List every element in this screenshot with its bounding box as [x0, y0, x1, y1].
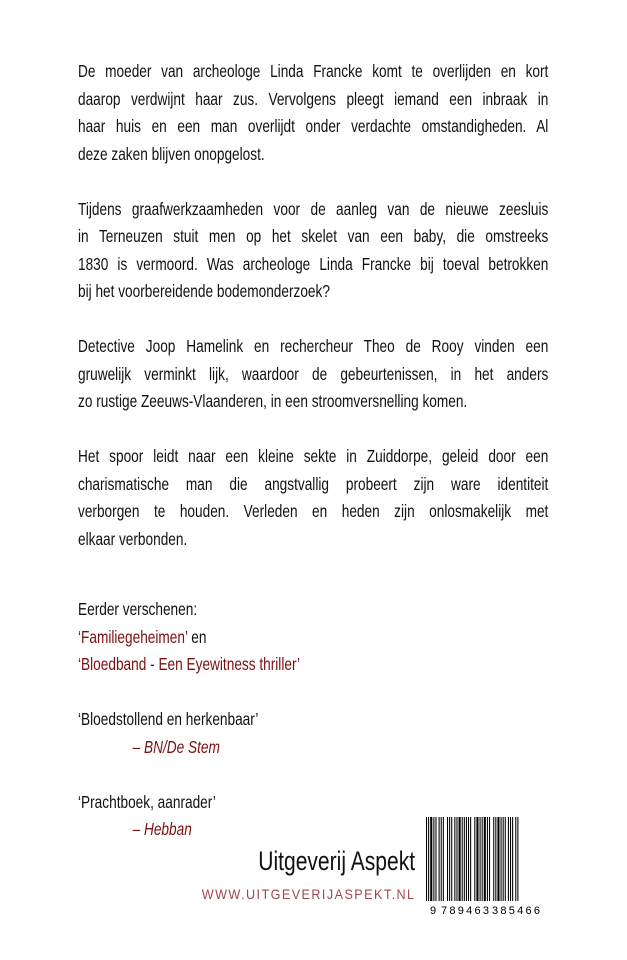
isbn-lead-digit: 9: [430, 905, 437, 917]
barcode-bar: [426, 817, 427, 909]
barcode-bar: [451, 817, 452, 901]
review-source: – BN/De Stem: [132, 736, 220, 757]
barcode-bar: [487, 817, 488, 901]
blurb-paragraph: [78, 58, 548, 168]
barcode-bar: [497, 817, 499, 901]
blurb-line: De moeder van archeologe Linda Francke komt te overlijden en kort: [78, 61, 549, 81]
barcode-bar: [468, 817, 469, 901]
blurb-line: Het spoor leidt naar een kleine sekte in Zuiddorpe, geleid door een: [78, 446, 549, 466]
barcode-bar: [510, 817, 511, 901]
blurb-line: bij het voorbereidende bodemonderzoek?: [78, 281, 330, 301]
blurb-line: 1830 is vermoord. Was archeologe Linda Francke bij toeval betrokken: [78, 253, 549, 274]
publisher-url[interactable]: WWW.UITGEVERIJASPEKT.NL: [201, 886, 415, 902]
barcode-bar: [489, 817, 490, 901]
blurb-line: gruwelijk verminkt lijk, waardoor de gebeurtenissen, in het anders: [78, 363, 549, 384]
barcode-bar: [443, 817, 444, 901]
barcode-bar: [512, 817, 513, 901]
barcode-bar: [466, 817, 467, 901]
blurb-line: elkaar verbonden.: [78, 528, 188, 549]
earlier-published: [78, 596, 548, 844]
barcode-bar: [459, 817, 461, 901]
review-quote: ‘Prachtboek, aanrader’: [78, 791, 216, 812]
barcode-bar: [441, 817, 442, 901]
barcode-bar: [430, 817, 432, 901]
blurb: [78, 58, 548, 553]
blurb-line: deze zaken blijven onopgelost.: [78, 143, 265, 164]
blurb-line: daarop verdwijnt haar zus. Vervolgens pleegt iemand een inbraak in: [78, 88, 549, 109]
book-title-familiegeheimen: ‘Familiegeheimen’: [78, 626, 188, 647]
blurb-paragraph: [78, 333, 548, 416]
barcode-bar: [435, 817, 436, 901]
barcode-bar: [474, 817, 475, 909]
blurb-line: verborgen te houden. Verleden en heden zijn onlosmakelijk met: [78, 501, 549, 521]
blurb-line: charismatische man die angstvallig probeert zijn ware identiteit: [78, 473, 549, 494]
earlier-heading: Eerder verschenen:: [78, 599, 198, 619]
blurb-line: in Terneuzen stuit men op het skelet van een baby, die omstreeks: [78, 226, 549, 246]
barcode-bar: [456, 817, 457, 901]
barcode-bar: [480, 817, 481, 901]
barcode-bar: [482, 817, 483, 901]
barcode-bar: [447, 817, 448, 901]
connector: en: [187, 626, 207, 647]
barcode-bar: [454, 817, 455, 901]
barcode-bar: [464, 817, 465, 901]
barcode-bar: [484, 817, 486, 901]
publisher-name: Uitgeverij Aspekt: [258, 846, 415, 876]
isbn-barcode: [424, 817, 548, 917]
review-quote: ‘Bloedstollend en herkenbaar’: [78, 709, 259, 729]
book-title-bloedband: ‘Bloedband - Een Eyewitness thriller’: [78, 654, 301, 674]
barcode-bar: [428, 817, 429, 909]
barcode-bar: [462, 817, 463, 901]
barcode-bar: [433, 817, 434, 901]
barcode-bar: [508, 817, 509, 901]
barcode-bar: [470, 817, 471, 901]
blurb-paragraph: [78, 443, 548, 553]
barcode-bar: [495, 817, 496, 901]
isbn-group-2: 385466: [492, 905, 540, 917]
barcode-bar: [517, 817, 518, 909]
barcode-bar: [505, 817, 506, 901]
review-source: – Hebban: [132, 819, 192, 839]
blurb-line: zo rustige Zeeuws-Vlaanderen, in een stroomversnelling komen.: [78, 391, 468, 411]
barcode-bar: [439, 817, 440, 901]
barcode-bar: [501, 817, 502, 901]
barcode-bar: [476, 817, 478, 901]
barcode-bar: [449, 817, 450, 901]
barcode-bar: [515, 817, 516, 901]
barcode-bar: [503, 817, 504, 901]
blurb-line: Tijdens graafwerkzaamheden voor de aanleg van de nieuwe zeesluis: [78, 198, 549, 219]
blurb-line: Detective Joop Hamelink en rechercheur Theo de Rooy vinden een: [78, 336, 549, 356]
blurb-paragraph: [78, 196, 548, 306]
isbn-group-1: 789463: [441, 905, 489, 917]
barcode-bar: [493, 817, 494, 901]
blurb-line: haar huis en een man overlijdt onder verdachte omstandigheden. Al: [78, 116, 549, 136]
